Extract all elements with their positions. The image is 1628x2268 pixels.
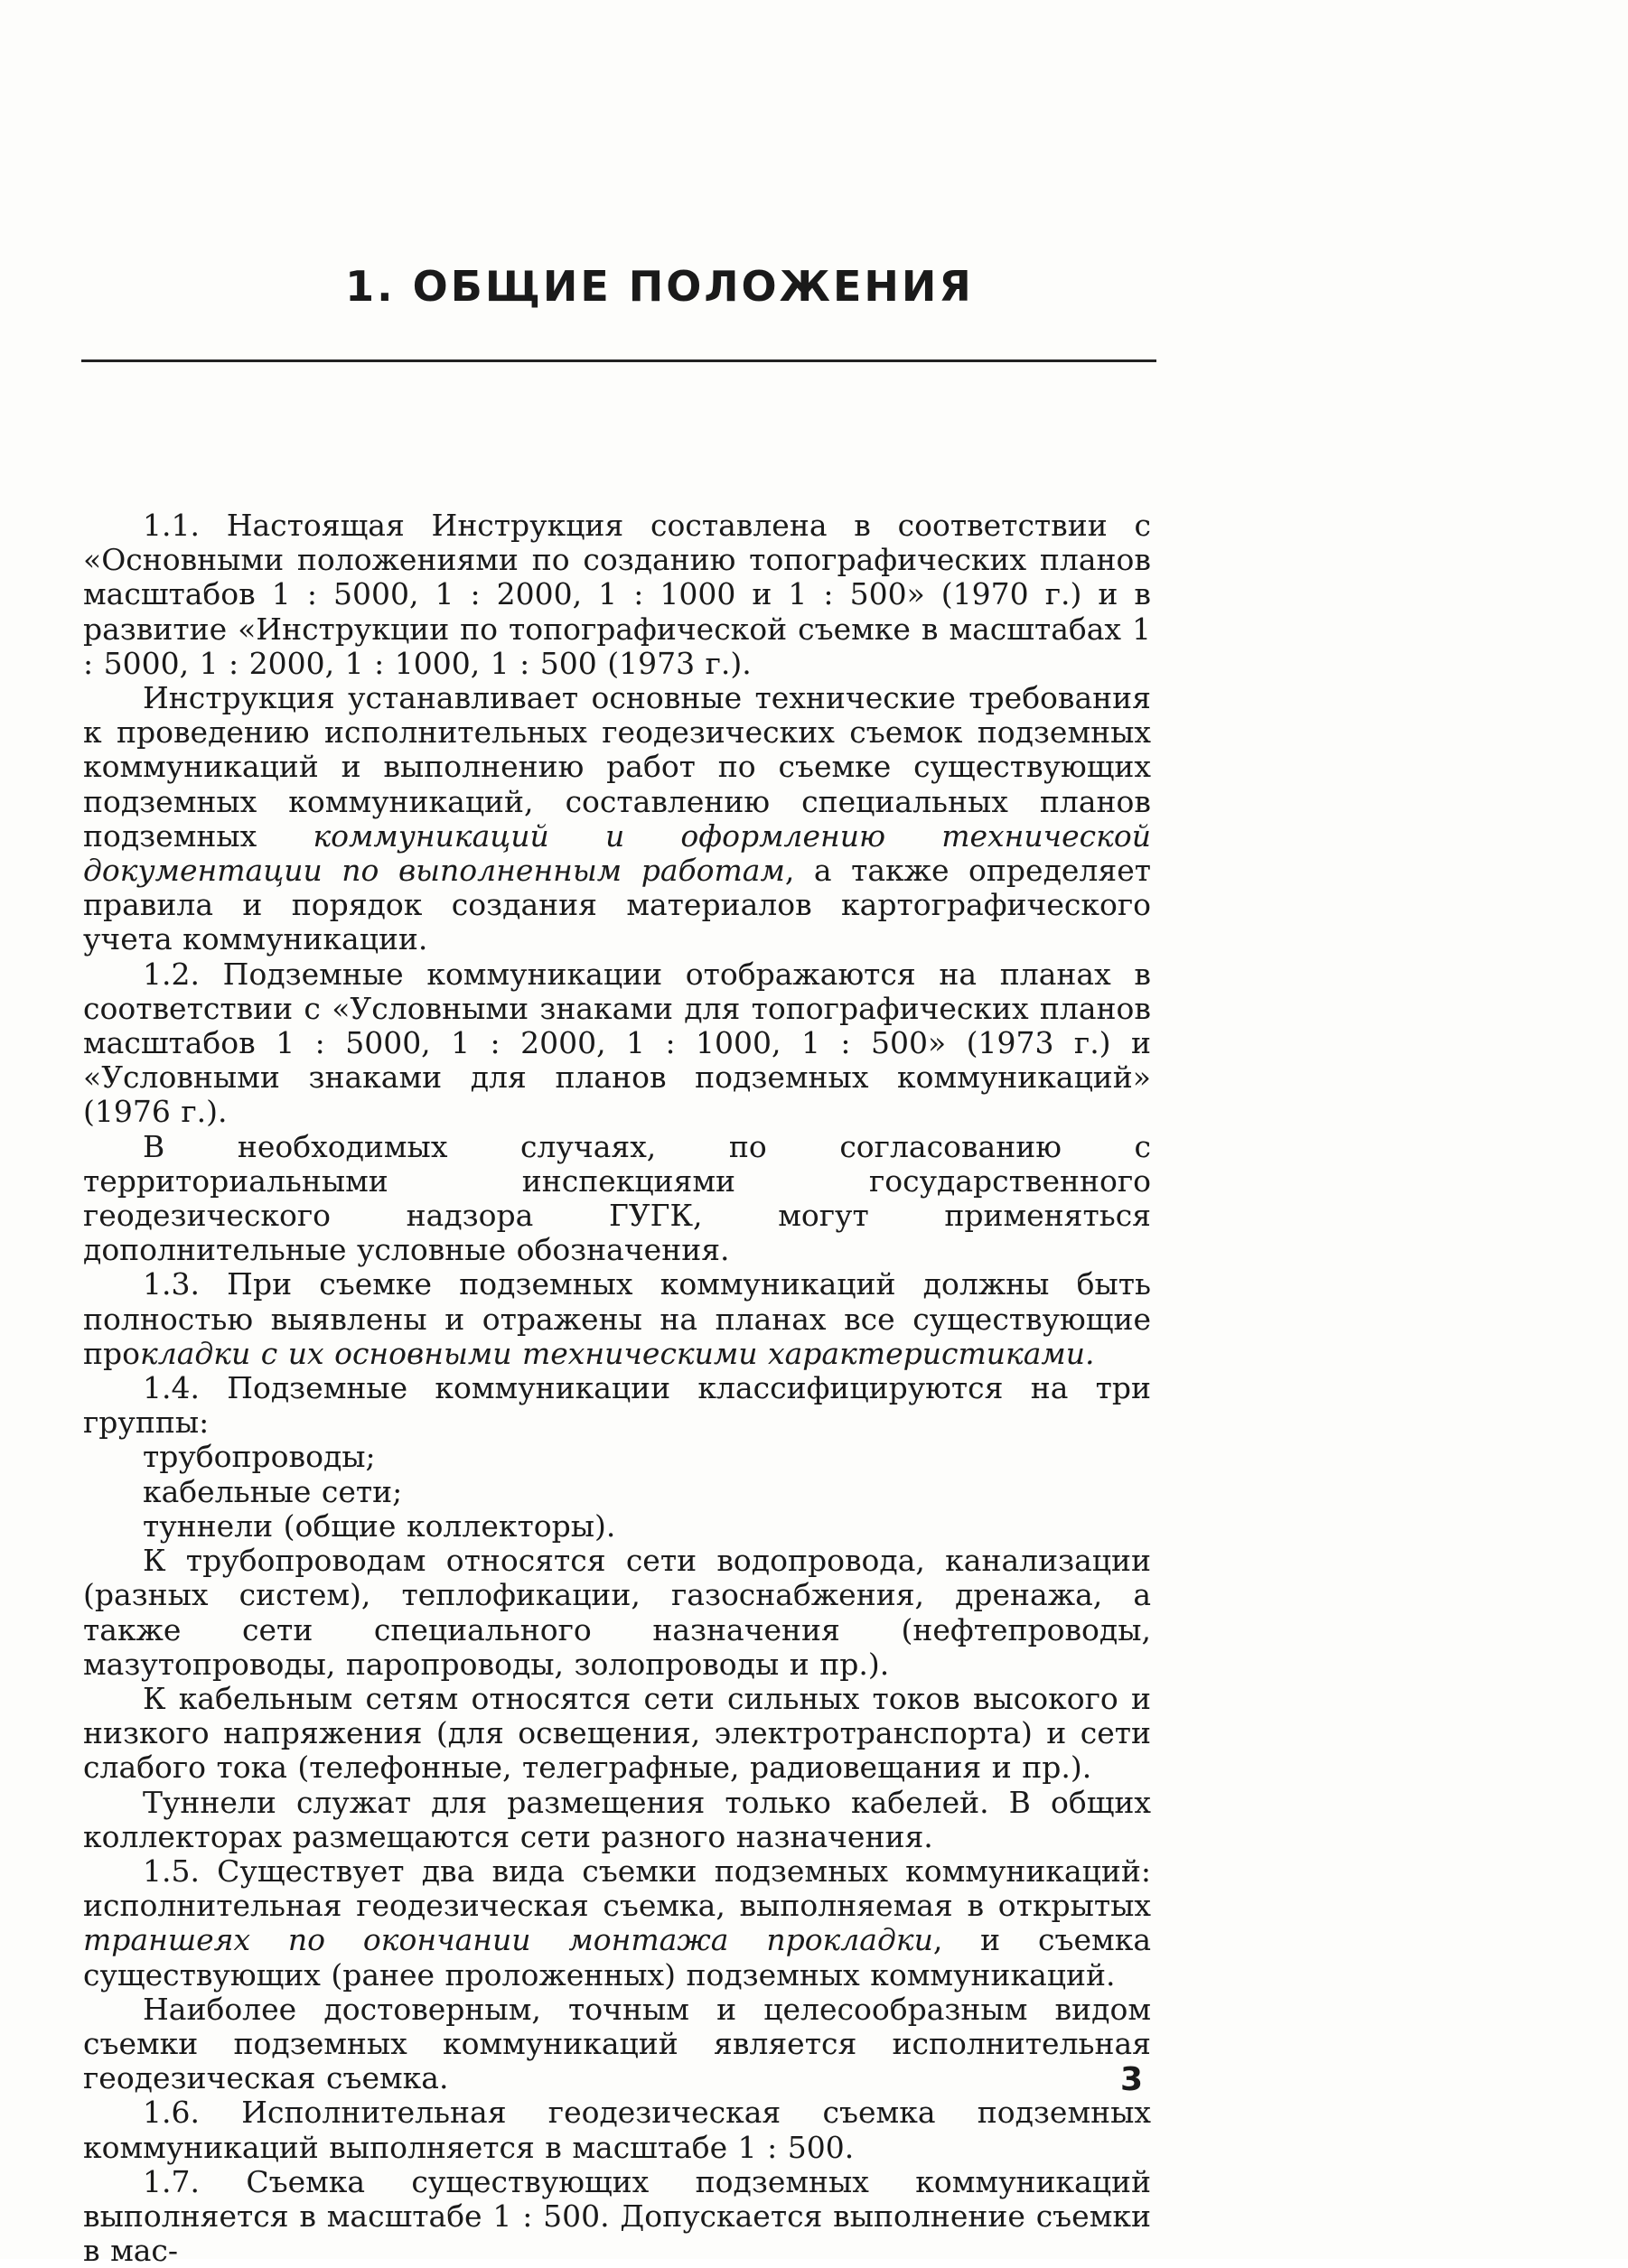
text-run: Инструкция устанавливает основные технические требования к проведению исполнительных геодезических съемок подземных коммуникаций и выполнению работ по съемке существующих подземных коммуникаций, составлению специальных планов подземных bbox=[83, 680, 1151, 854]
paragraph-1-1-scope bbox=[83, 681, 1151, 957]
text-run: 1.5. Существует два вида съемки подземных коммуникаций: исполнительная геодезическая съемка, выполняемая в открытых bbox=[83, 1853, 1151, 1924]
paragraph-1-5-note: Наиболее достоверным, точным и целесообразным видом съемки подземных коммуникаций является исполнительная геодезическая съемка. bbox=[83, 1991, 1151, 2096]
paragraph-pipelines: К трубопроводам относятся сети водопровода, канализации (разных систем), теплофикации, газоснабжения, дренажа, а также сети специального назначения (нефтепроводы, мазутопроводы, паропроводы, золопроводы и пр.). bbox=[83, 1543, 1151, 1682]
paragraph-cables: К кабельным сетям относятся сети сильных токов высокого и низкого напряжения (для освещения, электротранспорта) и сети слабого тока (телефонные, телеграфные, радиовещания и пр.). bbox=[83, 1680, 1151, 1786]
text-run: , и съемка существующих (ранее проложенных) подземных коммуникаций. bbox=[83, 1922, 1151, 1993]
paragraph-1-3 bbox=[83, 1267, 1151, 1371]
section-heading: 1. ОБЩИЕ ПОЛОЖЕНИЯ bbox=[345, 262, 974, 311]
italic-run: коммуникаций и оформлению технической документации по выполненным работам bbox=[83, 817, 1151, 889]
heading-rule bbox=[81, 359, 1156, 362]
text-run: 1.3. При съемке подземных коммуникаций должны быть полностью выявлены и отражены на планах все существующие про bbox=[83, 1266, 1151, 1371]
paragraph-1-1: 1.1. Настоящая Инструкция составлена в соответствии с «Основными положениями по созданию топографических планов масштабов 1 : 5000, 1 : 2000, 1 : 1000 и 1 : 500» (1970 г.) и в развитие «Инструкции по топографической съемке в масштабах 1 : 5000, 1 : 2000, 1 : 1000, 1 : 500 (1973 г.). bbox=[83, 508, 1151, 681]
text-run: , а также определяет правила и порядок создания материалов картографического учета коммуникации. bbox=[83, 853, 1151, 957]
italic-run: кладки с их основными техническими характеристиками. bbox=[140, 1335, 1095, 1371]
paragraph-1-2-note: В необходимых случаях, по согласованию с территориальными инспекциями государственного геодезического надзора ГУГК, могут применяться дополнительные условные обозначения. bbox=[83, 1128, 1151, 1268]
paragraph-1-4: 1.4. Подземные коммуникации классифицируются на три группы: bbox=[83, 1370, 1151, 1441]
page-number: 3 bbox=[1120, 2061, 1144, 2098]
paragraph-1-2: 1.2. Подземные коммуникации отображаются на планах в соответствии с «Условными знаками для топографических планов масштабов 1 : 5000, 1 : 2000, 1 : 1000, 1 : 500» (1973 г.) и «Условными знаками для планов подземных коммуникаций» (1976 г.). bbox=[83, 956, 1151, 1130]
list-item: трубопроводы; bbox=[143, 1439, 376, 1475]
paragraph-1-5 bbox=[83, 1854, 1151, 1993]
paragraph-1-7: 1.7. Съемка существующих подземных коммуникаций выполняется в масштабе 1 : 500. Допускается выполнение съемки в мас- bbox=[83, 2163, 1151, 2268]
paragraph-tunnels: Туннели служат для размещения только кабелей. В общих коллекторах размещаются сети разного назначения. bbox=[83, 1784, 1151, 1854]
list-item: кабельные сети; bbox=[143, 1473, 403, 1509]
paragraph-1-6: 1.6. Исполнительная геодезическая съемка подземных коммуникаций выполняется в масштабе 1 : 500. bbox=[83, 2095, 1151, 2165]
list-item: туннели (общие коллекторы). bbox=[143, 1507, 616, 1544]
body-text bbox=[83, 509, 1151, 2268]
italic-run: траншеях по окончании монтажа прокладки bbox=[83, 1922, 933, 1958]
